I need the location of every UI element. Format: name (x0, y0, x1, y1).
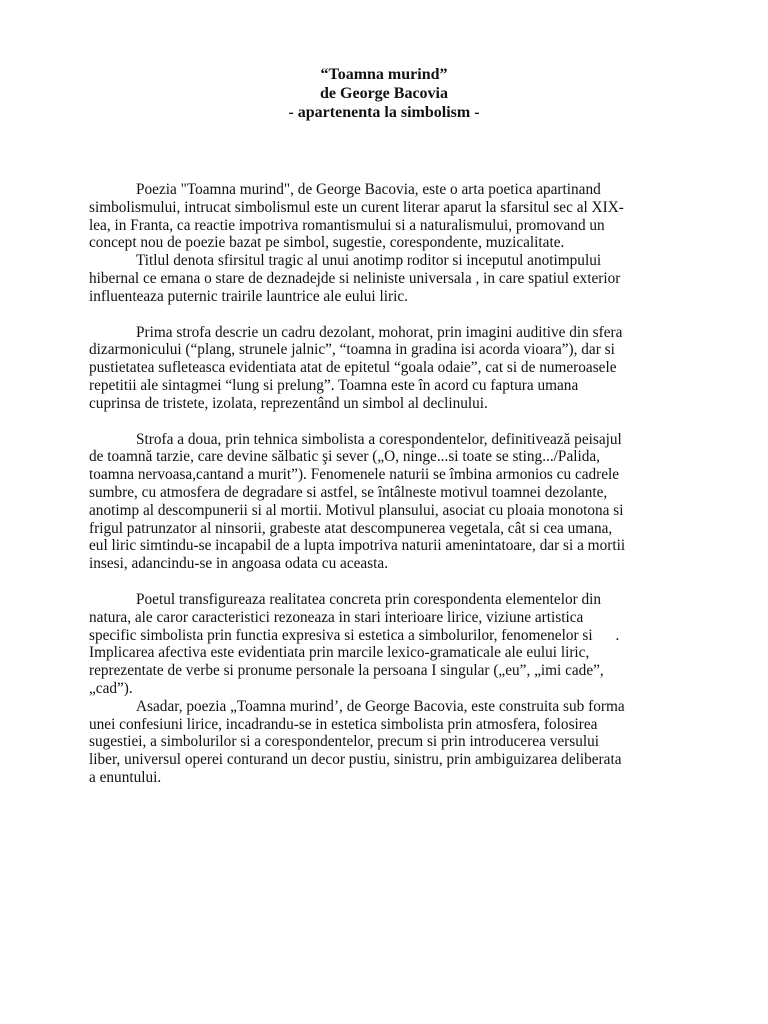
document-title: “Toamna murind” (320, 66, 448, 83)
text-line: specific simbolista prin functia expresiva si estetica a simbolurilor, fenomenelor si . (89, 626, 620, 644)
text-line: influenteaza puternic trairile launtrice ale eului liric. (89, 287, 408, 305)
text-line: dizarmonicului (“plang, strunele jalnic”, “toamna in gradina isi acorda vioara”), dar si (89, 341, 615, 359)
text-line: de toamnă tarzie, care devine sălbatic şi sever („O, ninge...si toate se sting.../Palida, (89, 448, 600, 466)
text-line: Titlul denota sfirsitul tragic al unui anotimp roditor si inceputul anotimpului (136, 252, 602, 270)
text-line: pustietatea sufleteasca evidentiata atat de epitetul “goala odaie”, cat si de numeroasele (89, 359, 617, 377)
text-line: sugestiei, a simbolurilor si a corespondentelor, precum si prin introducerea versului (89, 733, 599, 751)
document-author: de George Bacovia (320, 85, 448, 102)
text-line: Prima strofa descrie un cadru dezolant, mohorat, prin imagini auditive din sfera (136, 323, 623, 341)
paragraph-title-meaning (89, 252, 678, 305)
text-line: hibernal ce emana o stare de deznadejde si neliniste universala , in care spatiul exterior (89, 269, 621, 287)
text-line: cuprinsa de tristete, izolata, reprezentând un simbol al declinului. (89, 394, 488, 412)
text-line: frigul patrunzator al ninsorii, grabeste atat descompunerea vegetala, cât si cea umana, (89, 519, 613, 537)
document-body (89, 181, 678, 787)
text-line: repetitii ale sintagmei “lung si prelung”. Toamna este în acord cu faptura umana (89, 376, 579, 394)
paragraph-gap (89, 306, 678, 324)
text-line: unei confesiuni lirice, incadrandu-se in estetica simbolista prin atmosfera, folosirea (89, 715, 598, 733)
title-block (0, 65, 768, 122)
paragraph-gap (89, 413, 678, 431)
text-line: natura, ale caror caracteristici rezoneaza in stari interioare lirice, viziune artistica (89, 608, 584, 626)
text-line: reprezentate de verbe si pronume personale la persoana I singular („eu”, „imi cade”, (89, 662, 604, 680)
text-line: a enuntului. (89, 768, 162, 786)
paragraph-conclusion (89, 698, 678, 787)
paragraph-first-stanza (89, 324, 678, 413)
text-line: lea, in Franta, ca reactie impotriva romantismului si a naturalismului, promovand un (89, 216, 605, 234)
text-line: concept nou de poezie bazat pe simbol, sugestie, corespondente, muzicalitate. (89, 234, 565, 252)
text-line: eul liric simtindu-se incapabil de a lupta impotriva naturii amenintatoare, dar si a mortii (89, 537, 626, 555)
text-line: simbolismului, intrucat simbolismul este un curent literar aparut la sfarsitul sec al XIX- (89, 198, 624, 216)
paragraph-gap (89, 573, 678, 591)
text-line: „cad”). (89, 679, 133, 697)
document-subtitle: - apartenenta la simbolism - (288, 104, 480, 121)
text-line: Asadar, poezia „Toamna murind’, de George Bacovia, este construita sub forma (136, 697, 625, 715)
paragraph-second-stanza (89, 431, 678, 573)
paragraph-transfiguration (89, 591, 678, 698)
text-line: insesi, adancindu-se in angoasa odata cu aceasta. (89, 555, 389, 573)
text-line: liber, universul operei conturand un decor pustiu, sinistru, prin ambiguizarea deliberata (89, 751, 622, 769)
text-line: Implicarea afectiva este evidentiata prin marcile lexico-gramaticale ale eului liric, (89, 644, 590, 662)
text-line: Poetul transfigureaza realitatea concreta prin corespondenta elementelor din (136, 590, 602, 608)
paragraph-intro (89, 181, 678, 252)
text-line: Poezia "Toamna murind", de George Bacovia, este o arta poetica apartinand (136, 181, 601, 198)
text-line: sumbre, cu atmosfera de degradare si astfel, se întâlneste motivul toamnei dezolante, (89, 483, 608, 501)
text-line: anotimp al descompunerii si al mortii. Motivul plansului, asociat cu ploaia monotona si (89, 501, 624, 519)
text-line: toamna nervoasa,cantand a murit”). Fenomenele naturii se îmbina armonios cu cadrele (89, 466, 620, 484)
text-line: Strofa a doua, prin tehnica simbolista a corespondentelor, definitivează peisajul (136, 430, 622, 448)
